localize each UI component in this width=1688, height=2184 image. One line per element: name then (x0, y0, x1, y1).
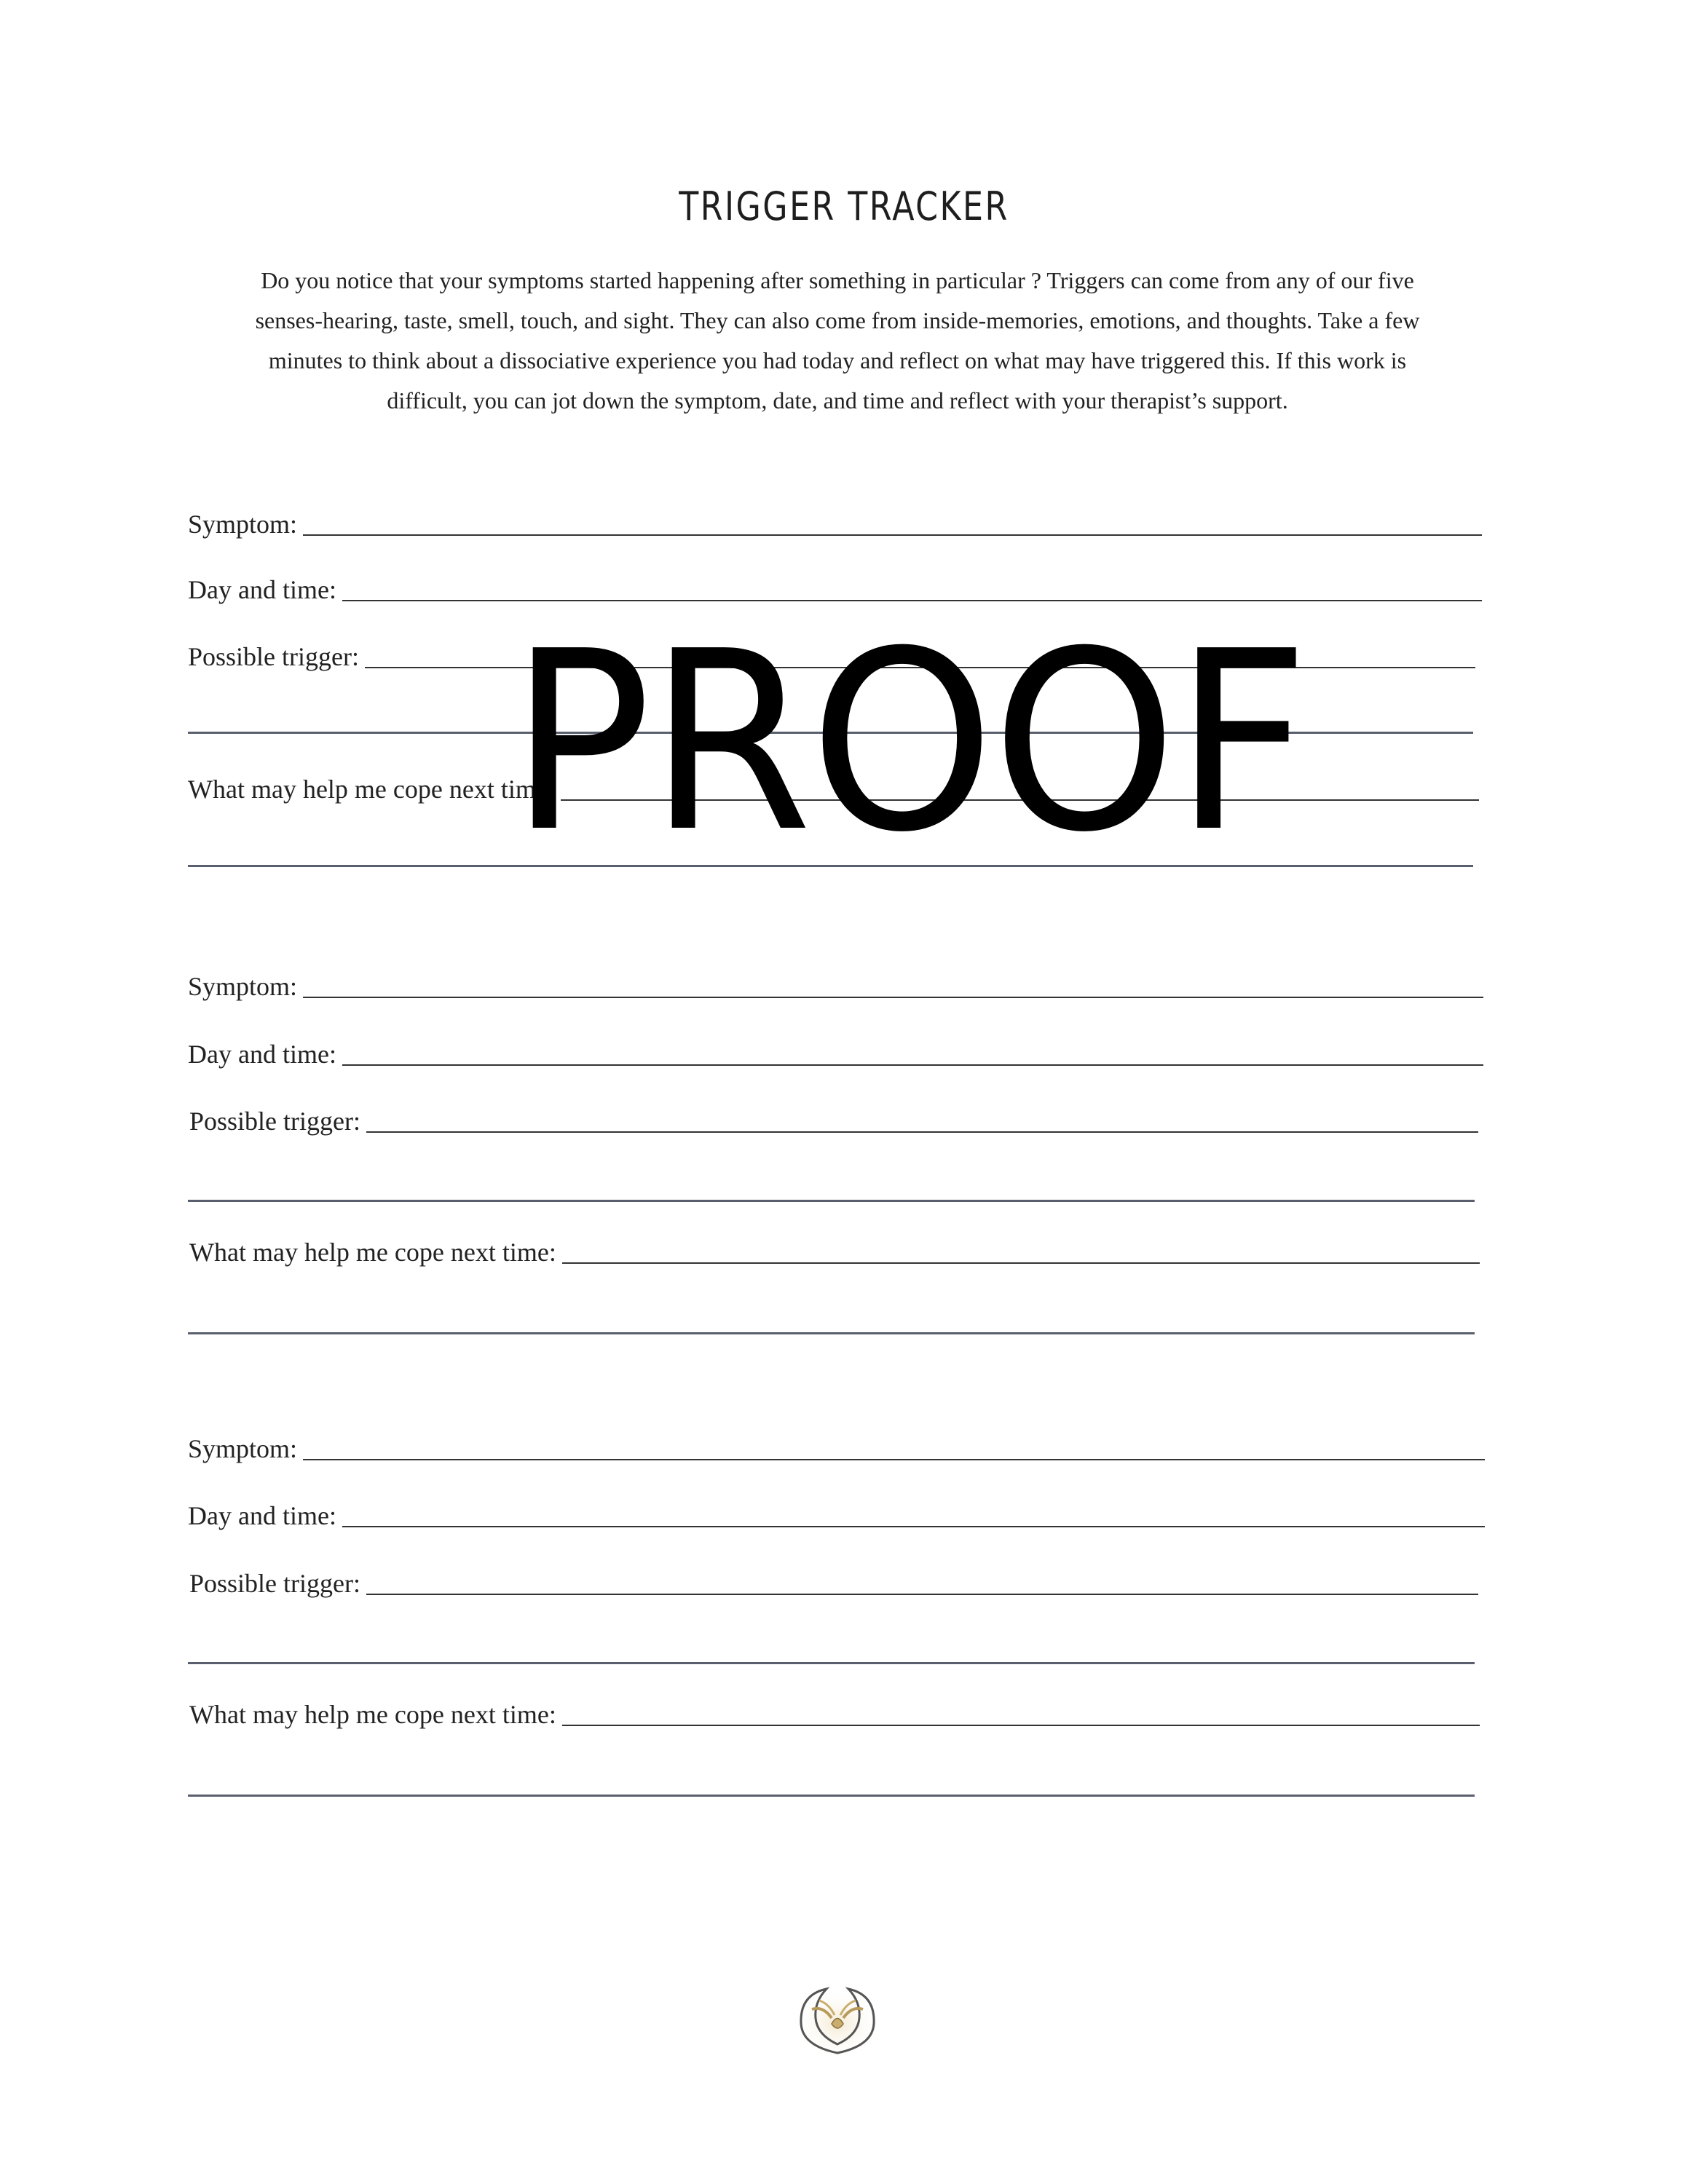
symptom-input-line[interactable] (303, 997, 1483, 998)
day-time-input-line[interactable] (342, 1526, 1485, 1527)
symptom-field[interactable] (188, 510, 1482, 539)
cope-label: What may help me cope next time: (189, 1238, 556, 1267)
day-time-field[interactable] (188, 1040, 1483, 1069)
possible-trigger-field[interactable] (189, 1569, 1478, 1598)
proof-watermark: PROOF (510, 598, 1307, 887)
intro-line: Do you notice that your symptoms started happening after something in particular ? Triggers can come from any of our five (261, 267, 1414, 293)
possible-trigger-extra-line[interactable] (188, 1662, 1475, 1664)
intro-paragraph (182, 261, 1493, 421)
symptom-label: Symptom: (188, 972, 298, 1001)
possible-trigger-label: Possible trigger: (189, 1569, 360, 1598)
intro-line: minutes to think about a dissociative experience you had today and reflect on what may have triggered this. If this work is (268, 347, 1407, 373)
symptom-field[interactable] (188, 1434, 1485, 1463)
intro-line: senses-hearing, taste, smell, touch, and sight. They can also come from inside-memories, emotions, and thoughts. Take a few (255, 307, 1420, 333)
cope-field[interactable] (189, 1238, 1480, 1267)
cope-field[interactable] (189, 1700, 1480, 1729)
symptom-label: Symptom: (188, 510, 298, 539)
symptom-input-line[interactable] (303, 1459, 1485, 1460)
day-time-label: Day and time: (188, 1040, 336, 1069)
symptom-input-line[interactable] (303, 534, 1482, 536)
cope-input-line[interactable] (562, 1725, 1480, 1726)
possible-trigger-input-line[interactable] (366, 1594, 1478, 1595)
cope-extra-line[interactable] (188, 1795, 1475, 1797)
symptom-field[interactable] (188, 972, 1483, 1001)
cope-label: What may help me cope next time: (188, 775, 555, 804)
cope-label: What may help me cope next time: (189, 1700, 556, 1729)
phoenix-logo-icon (786, 1973, 888, 2060)
possible-trigger-extra-line[interactable] (188, 1200, 1475, 1202)
day-time-label: Day and time: (188, 575, 336, 604)
day-time-label: Day and time: (188, 1501, 336, 1530)
possible-trigger-field[interactable] (189, 1107, 1478, 1136)
possible-trigger-label: Possible trigger: (188, 642, 359, 671)
cope-extra-line[interactable] (188, 1332, 1475, 1334)
symptom-label: Symptom: (188, 1434, 298, 1463)
day-time-input-line[interactable] (342, 1064, 1483, 1066)
page-title: TRIGGER TRACKER (679, 183, 1009, 229)
day-time-field[interactable] (188, 1501, 1485, 1530)
possible-trigger-input-line[interactable] (366, 1131, 1478, 1133)
intro-line: difficult, you can jot down the symptom, date, and time and reflect with your therapist’s support. (387, 387, 1288, 414)
cope-input-line[interactable] (562, 1262, 1480, 1264)
possible-trigger-label: Possible trigger: (189, 1107, 360, 1136)
